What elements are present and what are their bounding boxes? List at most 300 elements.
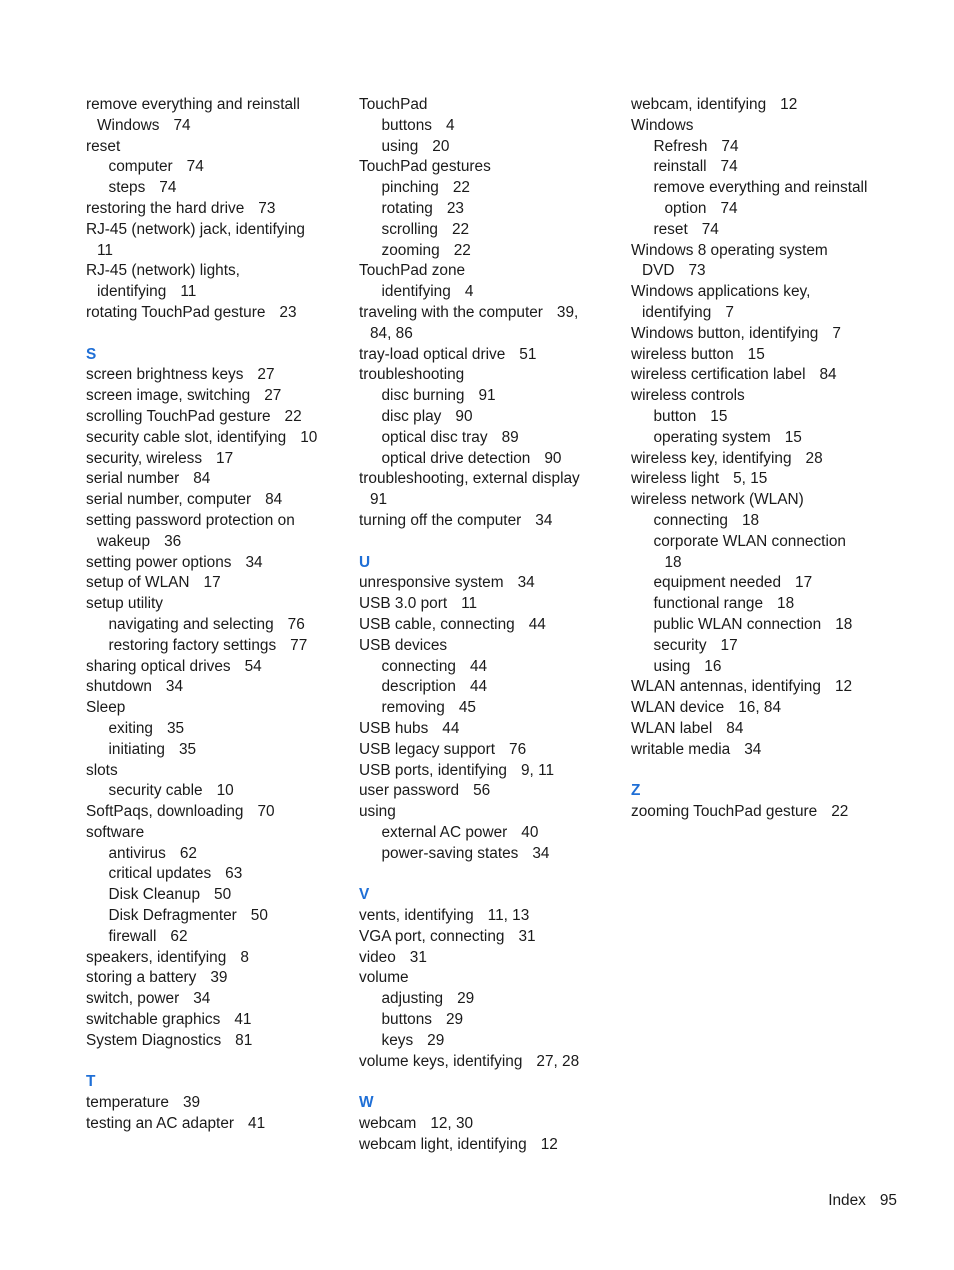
page-reference: 29 [427,1031,445,1049]
index-entry [86,698,336,719]
index-entry [86,490,336,511]
index-subentry [631,137,881,158]
index-term: setting password protection on [86,511,295,529]
index-entry [86,116,336,137]
index-term: wireless network (WLAN) [631,491,804,509]
page-reference: 17 [203,574,221,592]
page-reference: 35 [178,740,197,758]
index-term: connecting [381,657,456,675]
index-entry [631,677,881,698]
index-entry [359,802,609,823]
page-reference: 90 [544,449,562,467]
index-entry [359,906,609,927]
index-subentry [631,407,881,428]
index-subentry [86,740,336,761]
index-subentry [86,885,336,906]
index-term: buttons [381,116,432,134]
index-term: remove everything and reinstall [653,179,868,197]
page-reference: 35 [167,719,185,737]
index-subentry [359,199,609,220]
page-reference: 89 [501,428,519,446]
page-reference: 36 [164,532,182,550]
index-term: removing [381,699,445,717]
index-term: security cable [108,782,203,800]
page-reference: 15 [784,428,802,446]
index-term: Windows [631,116,694,134]
page-reference: 44 [528,615,546,633]
index-entry [359,927,609,948]
page-reference: 16, 84 [738,699,782,717]
page-reference: 31 [409,948,427,966]
index-term: WLAN antennas, identifying [631,678,821,696]
page-reference: 15 [747,345,765,363]
index-term: RJ-45 (network) jack, identifying [86,220,305,238]
page-reference: 17 [216,449,234,467]
index-entry [631,95,881,116]
page-reference: 11 [461,595,478,613]
letter-heading: Z [631,782,641,800]
index-entry [86,1010,336,1031]
index-entry [359,365,609,386]
index-term: security [653,636,707,654]
page-reference: 12 [834,678,853,696]
page-reference: 54 [244,657,262,675]
page-reference: 34 [193,990,211,1008]
index-term: identifying [381,283,451,301]
index-term: USB legacy support [359,740,496,758]
index-term: option [664,199,707,217]
index-term: buttons [381,1011,432,1029]
page-reference: 7 [725,303,734,321]
index-term: navigating and selecting [108,615,274,633]
index-term: security cable slot, identifying [86,428,287,446]
page-reference: 81 [235,1031,253,1049]
page-reference: 77 [290,636,308,654]
index-entry [86,220,336,241]
index-subentry [86,906,336,927]
index-subentry [86,157,336,178]
page-reference: 84 [265,491,283,509]
page-reference: 12 [540,1135,558,1153]
index-subentry [631,532,881,553]
page-reference: 44 [469,678,488,696]
index-entry [86,677,336,698]
index-subentry [359,137,609,158]
page-reference: 74 [159,179,177,197]
index-entry [86,802,336,823]
index-term: SoftPaqs, downloading [86,803,244,821]
index-term: temperature [86,1094,169,1112]
index-term: adjusting [381,990,444,1008]
index-term: screen brightness keys [86,366,244,384]
index-term: exiting [108,719,153,737]
index-entry [86,761,336,782]
index-entry [86,553,336,574]
index-term: reset [653,220,688,238]
index-term: webcam [359,1115,417,1133]
index-term: WLAN label [631,719,713,737]
page-reference: 27 [264,387,282,405]
index-entry [86,532,336,553]
index-term: disc burning [381,387,465,405]
index-entry [359,469,609,490]
index-subentry [359,844,609,865]
index-term: wakeup [97,532,151,550]
index-term: remove everything and reinstall [86,96,300,113]
index-entry [359,157,609,178]
page-reference: 22 [284,407,302,425]
page-reference: 23 [446,199,464,217]
index-entry [86,407,336,428]
index-entry [631,449,881,470]
index-term: unresponsive system [359,574,504,592]
index-entry [359,615,609,636]
index-term: optical drive detection [381,449,531,467]
index-term: description [381,678,456,696]
index-term: using [381,137,419,155]
page-reference: 31 [518,927,536,945]
page-reference: 34 [165,678,184,696]
page-number: 95 [879,1192,897,1209]
index-subentry [86,719,336,740]
index-term: turning off the computer [359,511,522,529]
index-term: software [86,823,145,841]
index-term: sharing optical drives [86,657,231,675]
index-entry [86,823,336,844]
index-subentry [86,178,336,199]
index-entry [359,761,609,782]
page-reference: 22 [453,241,471,259]
page-reference: 50 [250,907,268,925]
index-term: setting power options [86,553,232,571]
index-entry [359,261,609,282]
index-term: using [359,803,396,821]
page-reference: 34 [535,511,553,529]
index-subentry [631,157,881,178]
index-subentry [86,864,336,885]
page-reference: 28 [805,449,823,467]
page-reference: 51 [519,345,537,363]
index-term: TouchPad zone [359,262,466,280]
index-subentry [359,1010,609,1031]
page-reference: 5, 15 [733,470,768,488]
index-entry [86,948,336,969]
index-subentry [86,844,336,865]
index-entry [86,365,336,386]
index-term: TouchPad gestures [359,158,491,176]
index-entry [359,1114,609,1135]
index-subentry [359,386,609,407]
index-entry [86,594,336,615]
index-subentry [359,282,609,303]
index-entry [631,324,881,345]
index-term: switch, power [86,990,180,1008]
index-term: keys [381,1031,414,1049]
index-term: wireless certification label [631,366,806,384]
index-term: Windows applications key, [631,283,811,301]
index-term: Disk Defragmenter [108,907,237,925]
page-reference: 29 [446,1011,464,1029]
index-entry [359,573,609,594]
index-entry [359,719,609,740]
index-term: 84, 86 [370,324,413,342]
index-entry [631,386,881,407]
index-subentry [359,449,609,470]
index-entry [86,1031,336,1052]
page-reference: 45 [458,699,476,717]
index-entry [631,740,881,761]
footer-label: Index [828,1192,866,1209]
index-subentry [631,573,881,594]
index-term: volume keys, identifying [359,1052,523,1070]
index-term: Disk Cleanup [108,886,201,904]
page-reference: 56 [473,782,491,800]
index-column-2 [359,95,609,1156]
index-entry [631,116,881,137]
page-reference: 74 [720,199,738,217]
page-reference: 10 [300,428,318,446]
index-term: security, wireless [86,449,203,467]
page-reference: 91 [478,387,496,405]
page-reference: 74 [186,158,204,176]
index-entry [86,261,336,282]
index-entry [86,282,336,303]
page-reference: 4 [446,116,455,134]
index-term: identifying [642,303,712,321]
page-reference: 18 [777,595,795,613]
index-term: steps [108,179,146,197]
index-term: serial number, computer [86,491,252,509]
page-reference: 20 [432,137,450,155]
index-term: firewall [108,927,157,945]
page-reference: 40 [521,823,539,841]
index-subentry [631,199,881,220]
index-term: troubleshooting, external display [359,470,580,488]
index-entry [631,490,881,511]
index-term: wireless button [631,345,734,363]
index-term: serial number [86,470,180,488]
index-term: USB devices [359,636,448,654]
index-entry [359,1052,609,1073]
index-subentry [631,511,881,532]
letter-heading: S [86,345,97,363]
page-reference: 73 [688,262,706,280]
index-term: setup utility [86,595,163,613]
index-entry [359,324,609,345]
index-term: writable media [631,740,731,758]
index-entry [86,95,336,116]
page-reference: 34 [245,553,263,571]
index-subentry [359,428,609,449]
index-term: USB cable, connecting [359,615,515,633]
index-entry [631,365,881,386]
index-column-1 [86,95,336,1135]
index-term: 18 [664,553,682,571]
index-entry [359,511,609,532]
index-subentry [631,636,881,657]
page-reference: 29 [457,990,475,1008]
index-term: power-saving states [381,844,519,862]
page-reference: 76 [287,615,305,633]
index-term: Windows 8 operating system [631,241,828,259]
index-entry [86,989,336,1010]
index-subentry [359,698,609,719]
index-term: video [359,948,396,966]
page-reference: 34 [517,574,535,592]
index-term: DVD [642,262,675,280]
index-entry [86,573,336,594]
index-term: restoring factory settings [108,636,277,654]
index-term: wireless controls [631,387,745,405]
index-term: setup of WLAN [86,574,190,592]
index-term: troubleshooting [359,366,465,384]
index-term: webcam light, identifying [359,1135,527,1153]
index-term: optical disc tray [381,428,488,446]
page-reference: 7 [832,324,841,342]
page-reference: 10 [216,782,234,800]
index-term: external AC power [381,823,508,841]
index-subentry [359,657,609,678]
index-entry [359,740,609,761]
page-reference: 23 [279,303,297,321]
index-entry [631,719,881,740]
index-entry [631,261,881,282]
index-term: webcam, identifying [631,96,767,113]
index-term: pinching [381,179,439,197]
index-entry [86,1093,336,1114]
index-term: VGA port, connecting [359,927,505,945]
page-reference: 41 [234,1011,252,1029]
index-entry [86,241,336,262]
index-entry [359,948,609,969]
index-term: USB ports, identifying [359,761,507,779]
index-term: RJ-45 (network) lights, [86,262,240,280]
page-reference: 70 [257,803,275,821]
page-reference: 27, 28 [536,1052,580,1070]
index-entry [86,303,336,324]
index-subentry [631,553,881,574]
index-subentry [631,220,881,241]
index-term: identifying [97,283,167,301]
page-reference: 16 [704,657,722,675]
index-entry [359,95,609,116]
index-term: public WLAN connection [653,615,822,633]
index-entry [359,594,609,615]
index-term: zooming TouchPad gesture [631,803,818,821]
index-subentry [86,636,336,657]
index-entry [631,698,881,719]
letter-heading: U [359,553,371,571]
page-reference: 76 [509,740,527,758]
index-subentry [359,677,609,698]
index-term: user password [359,782,460,800]
index-entry [631,241,881,262]
index-subentry [631,594,881,615]
page-reference: 84 [193,470,211,488]
index-term: Windows [97,116,160,134]
index-term: wireless key, identifying [631,449,792,467]
page-reference: 63 [225,865,243,883]
index-subentry [359,1031,609,1052]
page-reference: 74 [720,158,738,176]
index-term: 91 [370,491,388,509]
page-reference: 22 [831,803,849,821]
index-term: corporate WLAN connection [653,532,846,550]
page-reference: 74 [721,137,739,155]
index-term: testing an AC adapter [86,1115,235,1133]
index-subentry [631,657,881,678]
index-subentry [631,178,881,199]
page-reference: 74 [701,220,719,238]
index-subentry [359,220,609,241]
page-reference: 44 [442,719,460,737]
page-reference: 12, 30 [430,1115,474,1133]
page-reference: 84 [819,366,837,384]
page-reference: 34 [744,740,762,758]
index-entry [86,199,336,220]
page-reference: 18 [835,615,853,633]
index-subentry [359,407,609,428]
index-term: wireless light [631,470,720,488]
index-entry [359,1135,609,1156]
index-entry [359,781,609,802]
index-term: functional range [653,595,764,613]
index-term: WLAN device [631,699,725,717]
page-reference: 90 [455,407,473,425]
index-term: traveling with the computer [359,303,543,321]
index-subentry [86,615,336,636]
index-entry [631,303,881,324]
index-subentry [631,615,881,636]
page-reference: 17 [795,574,813,592]
index-entry [631,802,881,823]
index-entry [631,282,881,303]
page-reference: 17 [720,636,738,654]
page-reference: 22 [452,179,470,197]
index-term: disc play [381,407,442,425]
page-reference: 18 [741,511,760,529]
page-footer [828,1190,897,1212]
index-term: computer [108,158,173,176]
index-term: Sleep [86,699,126,717]
index-entry [631,345,881,366]
index-entry [86,428,336,449]
index-term: vents, identifying [359,907,474,925]
page-reference: 34 [532,844,550,862]
index-term: zooming [381,241,440,259]
index-entry [86,968,336,989]
index-term: initiating [108,740,165,758]
index-term: restoring the hard drive [86,199,245,217]
index-term: rotating TouchPad gesture [86,303,266,321]
index-entry [86,386,336,407]
index-term: Refresh [653,137,708,155]
index-term: screen image, switching [86,387,251,405]
index-term: USB hubs [359,719,429,737]
letter-heading: W [359,1094,374,1112]
index-term: storing a battery [86,969,197,987]
index-term: System Diagnostics [86,1031,222,1049]
index-entry [359,303,609,324]
index-entry [359,636,609,657]
index-subentry [359,989,609,1010]
page-reference: 27 [257,366,275,384]
page-reference: 15 [710,407,728,425]
index-term: reset [86,137,121,155]
index-entry [631,469,881,490]
page-reference: 74 [173,116,191,134]
index-term: slots [86,761,118,779]
